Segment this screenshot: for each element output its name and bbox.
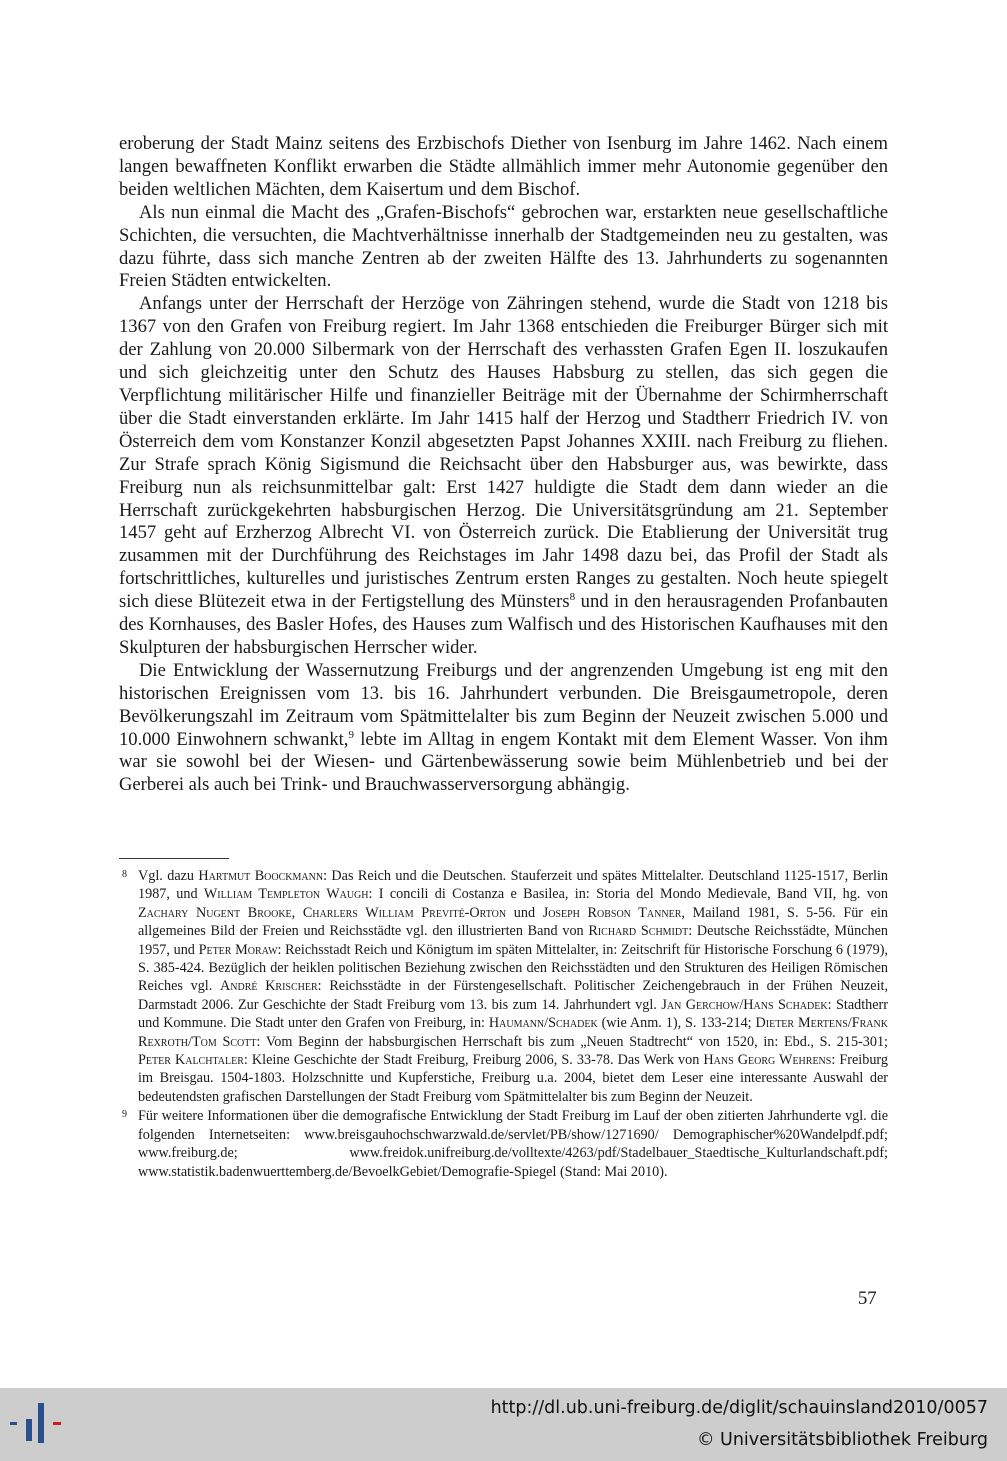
author-name: William Templeton Waugh [203,886,369,903]
main-text [119,133,888,797]
author-name: Richard Schmidt [588,923,689,940]
author-name: Zachary Nugent Brooke [138,904,292,921]
footer-bar [0,1388,1007,1461]
footnote-body [138,1108,888,1179]
paragraph-4-text-b: lebte im Alltag in engem Kontakt mit dem Element Wasser. Von ihm war sie sowohl bei der Wiesen- und Gärtenbewässerung sowie beim Mühlenbetrieb und bei der Gerberei als auch bei Trink- und Brauchwasserversorgung abhängig. [119,728,889,796]
footnote-text: : Reichsstädte in der Fürstengesellschaft. Politischer Zeichengebrauch in der Frühen Neuzeit, Darmstadt 2006. Zur Geschichte der Stadt Freiburg vom 13. bis zum 14. Jahrhundert vgl. [138,978,888,1013]
author-name: Jan Gerchow [661,996,740,1013]
footnote-9 [119,1107,888,1181]
paragraph-4-text-a: Die Entwicklung der Wassernutzung Freiburgs und der angrenzenden Umgebung ist eng mit den historischen Ereignissen vom 13. bis 16. Jahrhundert verbunden. Die Breisgaumetropole, deren Bevölkerungszahl im Zeitraum vom Spätmittelalter bis zum Beginn der Neuzeit zwischen 5.000 und 10.000 Einwohnern schwankt, [119,659,888,750]
author-name: Frank Rexroth [138,1015,888,1050]
paragraph-1: eroberung der Stadt Mainz seitens des Erzbischofs Diether von Isenburg im Jahre 1462. Nach einem langen bewaffneten Konflikt erwarben die Städte allmählich immer mehr Autonomie gegenüber den beiden weltlichen Mächten, dem Kaisertum und dem Bischof. [119,133,888,200]
author-name: Charlers William Previté-Orton [302,904,507,921]
footnote-text: , Mailand 1981, S. 5-56. Für ein allgemeines Bild der Freien und Reichsstädte vgl. den illustrierten Band von [138,904,889,940]
footnote-ref-9[interactable]: 9 [348,728,354,741]
author-name: Hans Georg Wehrens [703,1052,832,1069]
logo-mark-center-left [26,1419,32,1441]
copyright-text: © Universitätsbibliothek Freiburg [696,1430,988,1450]
footnote-text: Vgl. dazu [138,868,199,884]
author-name: André Krischer [220,978,318,995]
logo-mark-center [38,1403,44,1443]
paragraph-2: Als nun einmal die Macht des „Grafen-Bischofs“ gebrochen war, erstarkten neue gesellschaftliche Schichten, die versuchten, die Machtverhältnisse innerhalb der Stadtgemeinden neu zu gestalten, was dazu führte, dass sich manche Zentren ab der zweiten Hälfte des 13. Jahrhunderts zu sogenannten Freien Städten entwickelten. [119,201,888,292]
author-name: Joseph Robson Tanner [542,904,682,921]
paragraph-3-text-a: Anfangs unter der Herrschaft der Herzöge von Zähringen stehend, wurde die Stadt von 1218 bis 1367 von den Grafen von Freiburg regiert. Im Jahr 1368 entschieden die Freiburger Bürger sich mit der Zahlung von 20.000 Silbermark von der Herrschaft des verhassten Grafen Egen II. loszukaufen und sich gleichzeitig unter den Schutz des Hauses Habsburg zu stellen, das sich gegen die Verpflichtung militärischer Hilfe und finanzieller Beiträge mit der Übernahme der Schirmherrschaft über die Stadt einverstanden erklärte. Im Jahr 1415 half der Herzog und Stadtherr Friedrich IV. von Österreich dem vom Konstanzer Konzil abgesetzten Papst Johannes XXIII. nach Freiburg zu fliehen. Zur Strafe sprach König Sigismund die Reichsacht über den Habsburger aus, was bewirkte, dass Freiburg nun als reichsunmittelbar galt: Erst 1427 huldigte die Stadt dem dann wieder an die Herrschaft zurückgekehrten habsburgischen Herzog. Die Universitätsgründung am 21. September 1457 geht auf Erzherzog Albrecht VI. von Österreich zurück. Die Etablierung der Universität trug zusammen mit der Durchführung des Reichstages im Jahr 1498 dazu bei, das Profil der Stadt als fortschrittliches, kulturelles und juristisches Zentrum ersten Ranges zu gestalten. Noch heute spiegelt sich diese Blütezeit etwa in der Fertigstellung des Münsters [119,293,888,613]
footnote-text: : Freiburg im Breisgau. 1504-1803. Holzschnitte und Kupferstiche, Freiburg u.a. 2004, bietet dem Leser eine interessante Auswahl der bedeutendsten grafischen Darstellungen der Stadt Freiburg vom Spätmittelalter bis zum Beginn der Neuzeit. [138,1052,888,1105]
logo-mark-right [53,1422,61,1425]
author-name: Dieter Mertens [755,1015,848,1032]
footnote-divider [119,858,229,859]
author-name: Peter Moraw [198,941,278,958]
footnote-number: 8 [122,869,127,880]
footnote-text: / [739,996,744,1013]
footnote-number: 9 [122,1109,127,1121]
footnote-text: / [544,1015,549,1032]
author-name: Tom Scott [191,1033,257,1050]
footnote-text: Für weitere Informationen über die demografische Entwicklung der Stadt Freiburg im Lauf der oben zitierten Jahrhunderte vgl. die folgenden Internetseiten: www.breisgauhochschwarzwald.de/servlet/PB/show/1271690/ Demographischer%20Wandelpdf.pdf; www.freiburg.de; www.freidok.unifreiburg.de/volltexte/4263/pdf/Stadelbauer_Staedtische_Kulturlandschaft.pdf; www.statistik.badenwuerttemberg.de/BevoelkGebiet/Demografie-Spiegel (Stand: Mai 2010). [138,1108,888,1180]
author-name: Hartmut Boockmann [198,868,324,884]
author-name: Peter Kalchtaler [138,1052,244,1069]
footnote-text: : Kleine Geschichte der Stadt Freiburg, Freiburg 2006, S. 33-78. Das Werk von [243,1052,704,1069]
footnote-text: , [291,904,303,921]
paragraph-3-text-b: und in den herausragenden Profanbauten des Kornhauses, des Basler Hofes, des Hauses zum Walfisch und des Historischen Kaufhauses mit den Skulpturen der habsburgischen Herrscher wider. [119,591,888,658]
footnote-text: : I concili di Costanza e Basilea, in: Storia del Mondo Medievale, Band VII, hg. von [368,886,888,903]
author-name: Hans Schadek [743,996,828,1013]
footnote-text: / [847,1015,852,1032]
author-name: Schadek [548,1015,598,1032]
paragraph-4 [119,660,888,797]
footnote-text: : Vom Beginn der habsburgischen Herrschaft bis zum „Neuen Stadtrecht“ von 1520, in: Ebd., S. 215-301; [256,1033,888,1050]
footnote-text: : Das Reich und die Deutschen. Stauferzeit und spätes Mittelalter. Deutschland 1125-1517, Berlin 1987, und [138,868,888,903]
paragraph-3 [119,293,888,660]
footnotes [119,867,888,1182]
footnote-body [138,868,888,1105]
ub-freiburg-logo-icon [10,1401,66,1447]
footnote-text: und [506,904,543,921]
footnote-text: : Stadtherr und Kommune. Die Stadt unter den Grafen von Freiburg, in: [138,996,888,1032]
footnote-text: (wie Anm. 1), S. 133-214; [597,1015,756,1032]
footnote-text: / [188,1033,192,1050]
footnote-8 [119,867,888,1106]
logo-mark-left [10,1422,17,1425]
page-url[interactable]: http://dl.ub.uni-freiburg.de/diglit/schauinsland2010/0057 [490,1398,988,1418]
author-name: Haumann [488,1015,545,1032]
footnote-text: : Deutsche Reichsstädte, München 1957, und [138,923,888,958]
footnote-ref-8[interactable]: 8 [569,590,576,603]
footnote-text: : Reichsstadt Reich und Königtum im späten Mittelalter, in: Zeitschrift für Historische Forschung 6 (1979), S. 385-424. Bezüglich der heiklen politischen Beziehung zwischen den Reichsstädten und den Strukturen des Heiligen Römischen Reiches vgl. [138,941,888,995]
page-number: 57 [858,1288,877,1309]
